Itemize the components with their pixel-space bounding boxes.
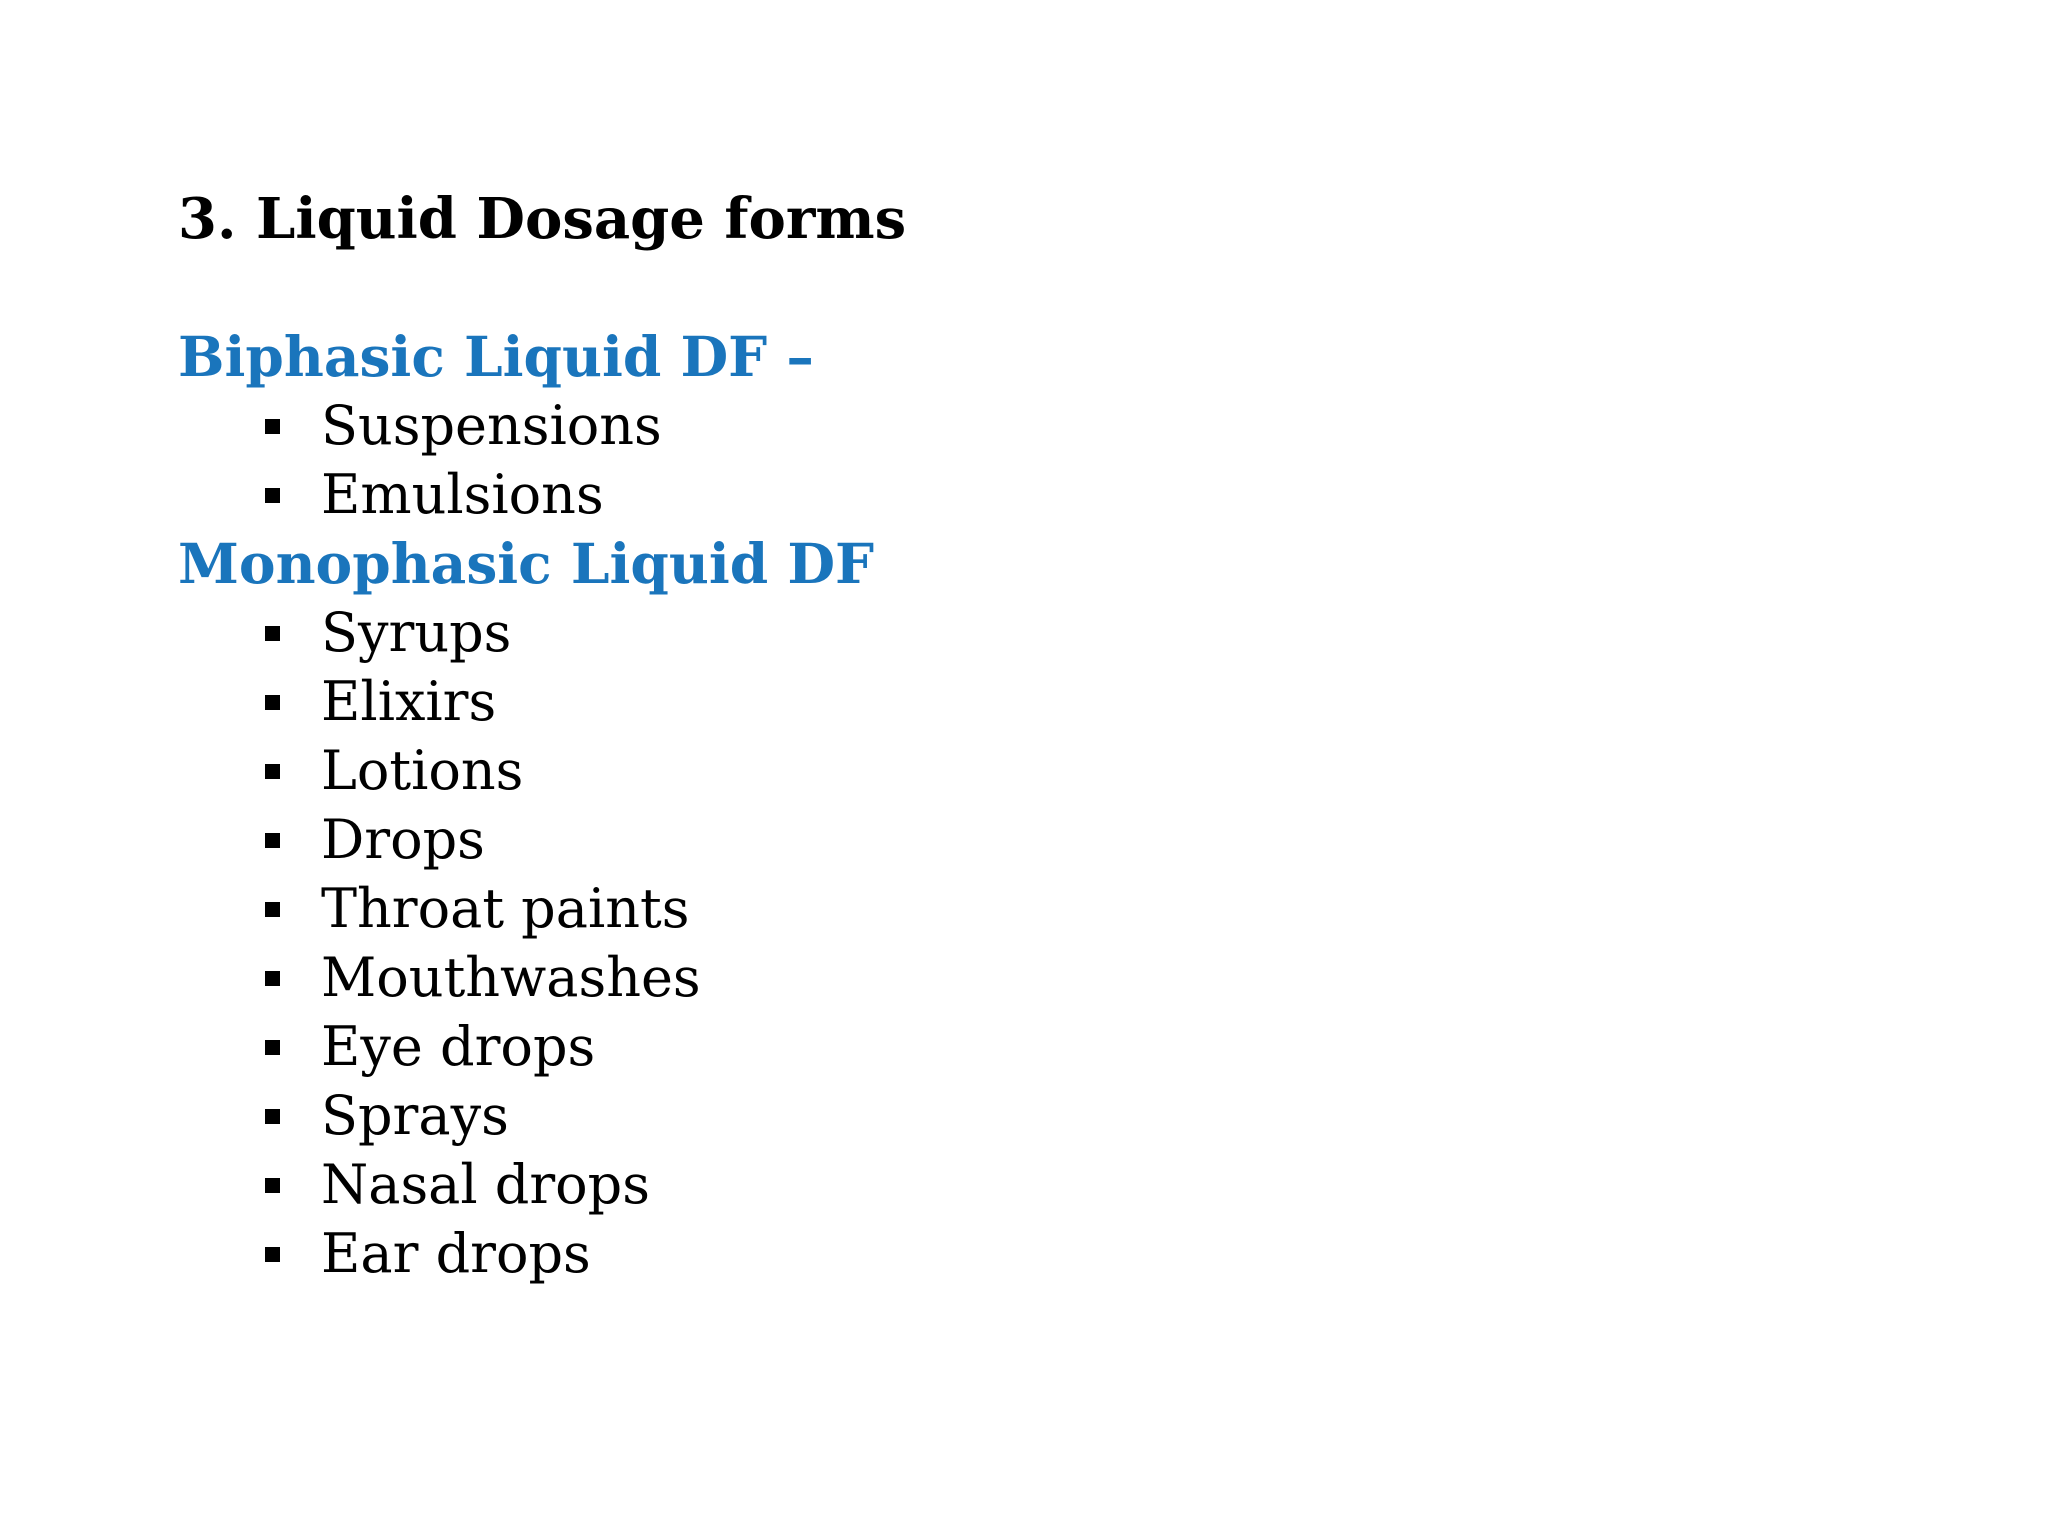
slide-content — [178, 322, 874, 1288]
square-bullet-icon — [265, 764, 280, 779]
list-item-label: Eye drops — [321, 1015, 596, 1078]
square-bullet-icon — [265, 833, 280, 848]
list-item-label: Throat paints — [321, 877, 690, 940]
slide-title: 3. Liquid Dosage forms — [178, 186, 907, 252]
square-bullet-icon — [265, 695, 280, 710]
list-item-label: Mouthwashes — [321, 946, 701, 1009]
square-bullet-icon — [265, 626, 280, 641]
square-bullet-icon — [265, 1040, 280, 1055]
list-item — [178, 805, 874, 874]
list-item — [178, 667, 874, 736]
list-item-label: Emulsions — [321, 463, 604, 526]
biphasic-list — [178, 391, 874, 529]
list-item-label: Syrups — [321, 601, 512, 664]
list-item-label: Sprays — [321, 1084, 509, 1147]
list-item — [178, 736, 874, 805]
square-bullet-icon — [265, 419, 280, 434]
list-item — [178, 1081, 874, 1150]
square-bullet-icon — [265, 902, 280, 917]
section-heading-biphasic: Biphasic Liquid DF – — [178, 324, 814, 389]
list-item-label: Lotions — [321, 739, 524, 802]
section-heading-monophasic: Monophasic Liquid DF — [178, 531, 875, 596]
square-bullet-icon — [265, 1178, 280, 1193]
list-item-label: Drops — [321, 808, 485, 871]
list-item — [178, 598, 874, 667]
list-item-label: Ear drops — [321, 1222, 591, 1285]
monophasic-list — [178, 598, 874, 1288]
list-item-label: Suspensions — [321, 394, 662, 457]
list-item — [178, 391, 874, 460]
square-bullet-icon — [265, 488, 280, 503]
square-bullet-icon — [265, 971, 280, 986]
list-item — [178, 1012, 874, 1081]
square-bullet-icon — [265, 1109, 280, 1124]
list-item-label: Nasal drops — [321, 1153, 650, 1216]
list-item — [178, 1150, 874, 1219]
list-item — [178, 1219, 874, 1288]
list-item — [178, 460, 874, 529]
list-item — [178, 943, 874, 1012]
square-bullet-icon — [265, 1247, 280, 1262]
list-item — [178, 874, 874, 943]
list-item-label: Elixirs — [321, 670, 497, 733]
